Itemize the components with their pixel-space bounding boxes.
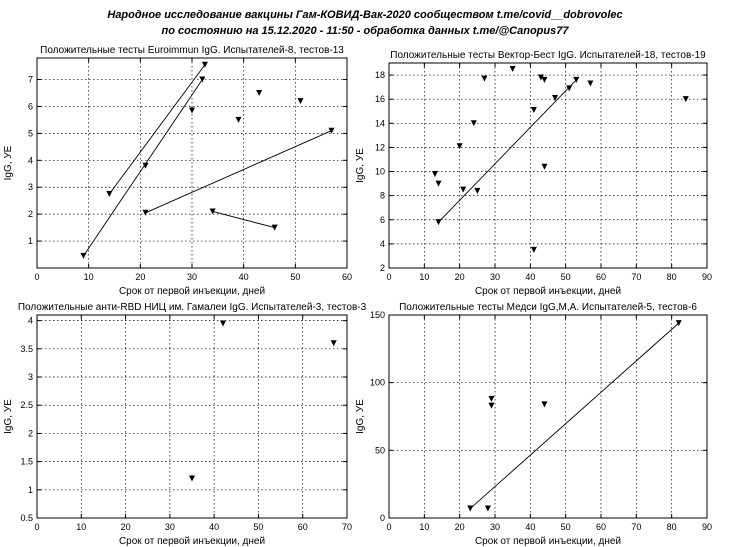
data-point	[331, 340, 337, 346]
plot-area-frame	[389, 315, 707, 518]
y-tick-label: 7	[27, 74, 33, 85]
x-tick-label: 0	[34, 522, 40, 532]
trend-line	[84, 80, 203, 256]
y-tick-label: 14	[374, 118, 385, 129]
data-point	[298, 98, 304, 104]
trend-line	[470, 323, 678, 508]
chart-title: Положительные тесты Euroimmun IgG. Испытателей-8, тестов-13	[40, 45, 344, 56]
data-point	[566, 85, 572, 91]
x-tick-label: 80	[666, 272, 677, 282]
chart-panel-3	[3, 302, 367, 547]
y-tick-label: 12	[374, 142, 385, 153]
y-tick-label: 0.5	[20, 513, 33, 523]
figure-super-title: Народное исследование вакцины Гам-КОВИД-Вак-2020 сообществом t.me/covid__dobrovolec	[107, 9, 623, 21]
chart-panel-4	[355, 302, 712, 547]
y-tick-label: 3	[27, 182, 33, 193]
y-tick-label: 1.5	[20, 456, 33, 467]
data-point	[541, 401, 547, 407]
x-tick-label: 20	[454, 522, 465, 532]
y-tick-label: 3.5	[20, 343, 33, 354]
x-tick-label: 30	[489, 522, 501, 532]
data-point	[467, 506, 473, 512]
trend-line	[146, 131, 332, 213]
x-tick-label: 70	[631, 272, 642, 282]
y-tick-label: 50	[374, 445, 385, 456]
x-axis-label: Срок от первой инъекции, дней	[474, 536, 622, 547]
data-point	[531, 247, 537, 253]
y-tick-label: 4	[379, 238, 385, 249]
x-tick-label: 90	[701, 522, 713, 532]
plot-area-frame	[389, 63, 707, 268]
x-tick-label: 70	[341, 522, 353, 532]
x-tick-label: 20	[120, 522, 131, 532]
x-tick-label: 10	[83, 272, 94, 282]
x-tick-label: 80	[666, 522, 677, 532]
y-tick-label: 10	[374, 166, 385, 177]
y-tick-label: 2	[27, 209, 33, 220]
x-tick-label: 40	[238, 272, 249, 282]
chart-panel-1	[3, 45, 352, 297]
x-tick-label: 50	[560, 522, 571, 532]
x-tick-label: 0	[34, 272, 40, 282]
x-tick-label: 60	[595, 272, 607, 282]
y-tick-label: 0	[379, 513, 385, 523]
data-point	[474, 188, 480, 194]
data-point	[189, 476, 195, 482]
x-tick-label: 10	[419, 272, 430, 282]
x-tick-label: 20	[454, 272, 465, 282]
data-point	[106, 191, 112, 197]
x-tick-label: 60	[297, 522, 308, 532]
x-tick-label: 10	[76, 522, 87, 532]
data-point	[81, 253, 87, 259]
y-axis-label: IgG, УЕ	[355, 148, 366, 183]
data-point	[541, 77, 547, 83]
y-tick-label: 1	[27, 484, 33, 495]
x-tick-label: 40	[209, 522, 220, 532]
chart-title: Положительные тесты Вектор-Бест IgG. Испытателей-18, тестов-19	[390, 50, 706, 61]
data-point	[488, 403, 494, 409]
plot-area-frame	[37, 315, 347, 518]
data-point	[471, 120, 477, 126]
y-tick-label: 6	[379, 214, 385, 225]
x-tick-label: 40	[525, 522, 536, 532]
x-axis-label: Срок от первой инъекции, дней	[118, 536, 266, 547]
x-tick-label: 20	[135, 272, 146, 282]
data-point	[485, 506, 491, 512]
x-tick-label: 50	[290, 272, 301, 282]
data-point	[199, 77, 205, 83]
x-tick-label: 0	[386, 522, 392, 532]
y-tick-label: 4	[27, 155, 33, 166]
data-point	[329, 128, 335, 134]
y-axis-label: IgG, УЕ	[355, 399, 366, 434]
data-point	[189, 108, 195, 114]
data-point	[587, 81, 593, 87]
x-axis-label: Срок от первой инъекции, дней	[118, 286, 266, 297]
figure-super-subtitle: по состоянию на 15.12.2020 - 11:50 - обработка данных t.me/@Canopus77	[161, 25, 569, 37]
data-point	[435, 181, 441, 187]
y-tick-label: 5	[27, 128, 33, 139]
chart-panel-2	[355, 50, 712, 297]
x-axis-label: Срок от первой инъекции, дней	[474, 286, 622, 297]
chart-title: Положительные анти-RBD НИЦ им. Гамалеи IgG. Испытателей-3, тестов-3	[17, 302, 367, 313]
data-point	[435, 219, 441, 225]
x-tick-label: 10	[419, 522, 430, 532]
x-tick-label: 30	[186, 272, 198, 282]
trend-line	[109, 65, 205, 194]
x-tick-label: 0	[386, 272, 392, 282]
y-tick-label: 18	[374, 70, 385, 81]
x-tick-label: 50	[253, 522, 264, 532]
data-point	[481, 76, 487, 82]
data-point	[432, 171, 438, 177]
y-tick-label: 3	[27, 372, 33, 383]
y-tick-label: 100	[369, 377, 385, 388]
y-tick-label: 2.5	[20, 400, 33, 411]
y-tick-label: 8	[379, 190, 385, 201]
trend-line	[438, 80, 576, 222]
y-axis-label: IgG, УЕ	[3, 399, 14, 434]
data-point	[143, 210, 149, 216]
y-tick-label: 1	[27, 236, 33, 247]
y-tick-label: 16	[374, 94, 385, 105]
data-point	[220, 320, 226, 326]
y-axis-label: IgG, УЕ	[3, 145, 14, 181]
data-point	[460, 187, 466, 193]
y-tick-label: 4	[27, 315, 33, 326]
y-tick-label: 150	[369, 310, 385, 320]
x-tick-label: 50	[560, 272, 571, 282]
data-point	[256, 90, 262, 96]
data-point	[210, 208, 216, 214]
x-tick-label: 70	[631, 522, 642, 532]
data-point	[488, 396, 494, 402]
chart-title: Положительные тесты Медси IgG,M,A. Испытателей-5, тестов-6	[399, 302, 697, 313]
x-tick-label: 60	[595, 522, 607, 532]
y-tick-label: 2	[27, 428, 33, 439]
x-tick-label: 40	[525, 272, 536, 282]
y-tick-label: 2	[379, 263, 385, 273]
data-point	[541, 164, 547, 170]
x-tick-label: 60	[341, 272, 353, 282]
data-point	[531, 107, 537, 113]
data-point	[457, 143, 463, 149]
data-point	[236, 117, 242, 123]
y-tick-label: 6	[27, 101, 33, 112]
x-tick-label: 90	[701, 272, 713, 282]
data-point	[510, 66, 516, 72]
x-tick-label: 30	[164, 522, 175, 532]
data-point	[683, 96, 689, 102]
x-tick-label: 30	[489, 272, 501, 282]
data-point	[272, 225, 278, 231]
